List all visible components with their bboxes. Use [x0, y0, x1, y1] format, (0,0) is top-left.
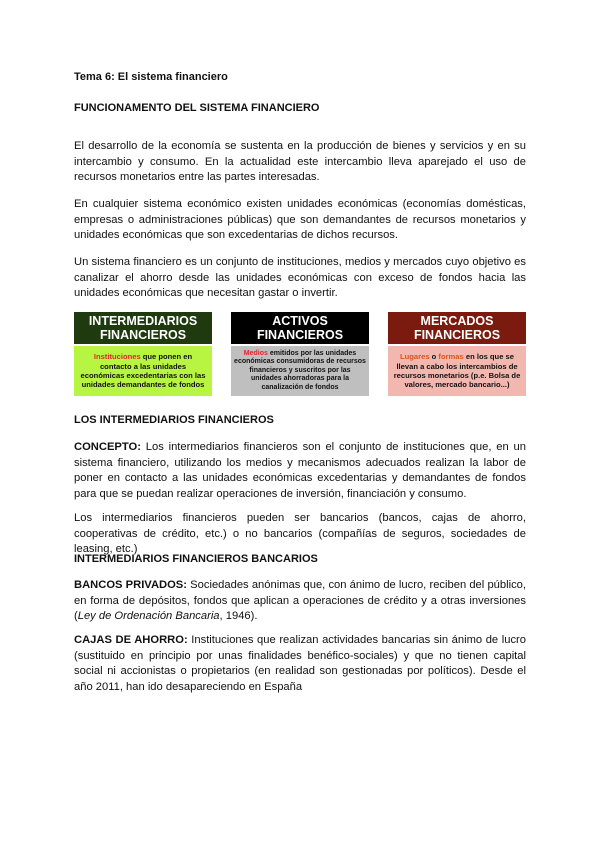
concepto-text: Los intermediarios financieros son el conjunto de instituciones que, en un sistema financiero, utilizando los medios y mecanismos adecuados realizan la labor de poner en contacto a las unidades económicas excedentarias y demandantes de fondos para que se puedan realizar operaciones de inversión, financiación y consumo.: [74, 441, 526, 500]
section-heading-funcionamiento: FUNCIONAMENTO DEL SISTEMA FINANCIERO: [74, 102, 320, 114]
box-title: ACTIVOS FINANCIEROS: [231, 312, 369, 344]
bancos-label: BANCOS PRIVADOS:: [74, 579, 187, 591]
box-mercados: [388, 312, 526, 398]
paragraph-text: En cualquier sistema económico existen unidades económicas (economías domésticas, empresas o administraciones públicas) que son demandantes de recursos monetarios y unidades económicas que son excedentarias de dichos recursos.: [74, 198, 526, 242]
paragraph-text: [74, 440, 526, 502]
box-intermediarios: [74, 312, 212, 398]
paragraph: [74, 139, 526, 186]
cajas-text: Instituciones que realizan actividades bancarias sin ánimo de lucro (sustituido en principio por unas finalidades benéfico-sociales) y que no tienen capital social ni accionistas o propietarios (en realidad son gestionadas por políticos). Desde el año 2011, han ido desapareciendo en España: [74, 634, 526, 693]
box-title: INTERMEDIARIOS FINANCIEROS: [74, 312, 212, 344]
document-title: Tema 6: El sistema financiero: [74, 71, 228, 83]
paragraph-bancos: [74, 578, 526, 625]
paragraph: [74, 197, 526, 244]
paragraph-text: [74, 578, 526, 625]
paragraph-text: Los intermediarios financieros pueden ser bancarios (bancos, cajas de ahorro, cooperativas de crédito, etc.) o no bancarios (compañías de seguros, sociedades de leasing, etc.): [74, 512, 526, 556]
bancos-text: Sociedades anónimas que, con ánimo de lucro, reciben del público, en forma de depósitos, fondos que aplican a operaciones de crédito y a otras inversiones (: [74, 579, 527, 623]
box-highlight-2: formas: [438, 352, 464, 362]
bancos-end: , 1946).: [219, 610, 258, 623]
section-heading-bancarios: INTERMEDIARIOS FINANCIEROS BANCARIOS: [74, 553, 318, 565]
box-body: [74, 346, 212, 396]
paragraph-text: El desarrollo de la economía se sustenta en la producción de bienes y servicios y en su intercambio y consumo. En la actualidad este intercambio lleva aparejado el uso de recursos monetarios entre las partes interesadas.: [74, 140, 526, 184]
paragraph-text: Un sistema financiero es un conjunto de instituciones, medios y mercados cuyo objetivo es canalizar el ahorro desde las unidades económicas con exceso de fondos hacia las unidades económicas que necesitan gastar o invertir.: [74, 256, 526, 300]
box-body: [231, 346, 369, 396]
section-heading-intermediarios: LOS INTERMEDIARIOS FINANCIEROS: [74, 414, 274, 426]
paragraph-concepto: [74, 440, 526, 502]
box-highlight: Instituciones: [93, 352, 141, 362]
financial-system-boxes: [74, 312, 526, 398]
cajas-label: CAJAS DE AHORRO:: [74, 634, 188, 646]
paragraph-text: [74, 633, 526, 695]
paragraph: [74, 511, 526, 558]
box-text: que ponen en contacto a las unidades económicas excedentarias con las unidades demandantes de fondos: [80, 352, 206, 390]
paragraph: [74, 255, 526, 302]
box-title: MERCADOS FINANCIEROS: [388, 312, 526, 344]
paragraph-cajas: [74, 633, 526, 695]
bancos-ref: Ley de Ordenación Bancaria: [77, 610, 220, 623]
box-highlight: Medios: [243, 349, 268, 357]
box-highlight: Lugares: [400, 352, 430, 362]
box-body: [388, 346, 526, 396]
concepto-label: CONCEPTO:: [74, 441, 141, 453]
box-text: emitidos por las unidades económicas consumidoras de recursos financieros y suscritos por las unidades ahorradoras para la canalización de fondos: [234, 349, 366, 391]
box-connector: o: [429, 352, 439, 362]
box-activos: [231, 312, 369, 398]
box-text: en los que se llevan a cabo los intercambios de recursos monetarios (p.e. Bolsa de valores, mercado bancario...): [393, 352, 521, 390]
